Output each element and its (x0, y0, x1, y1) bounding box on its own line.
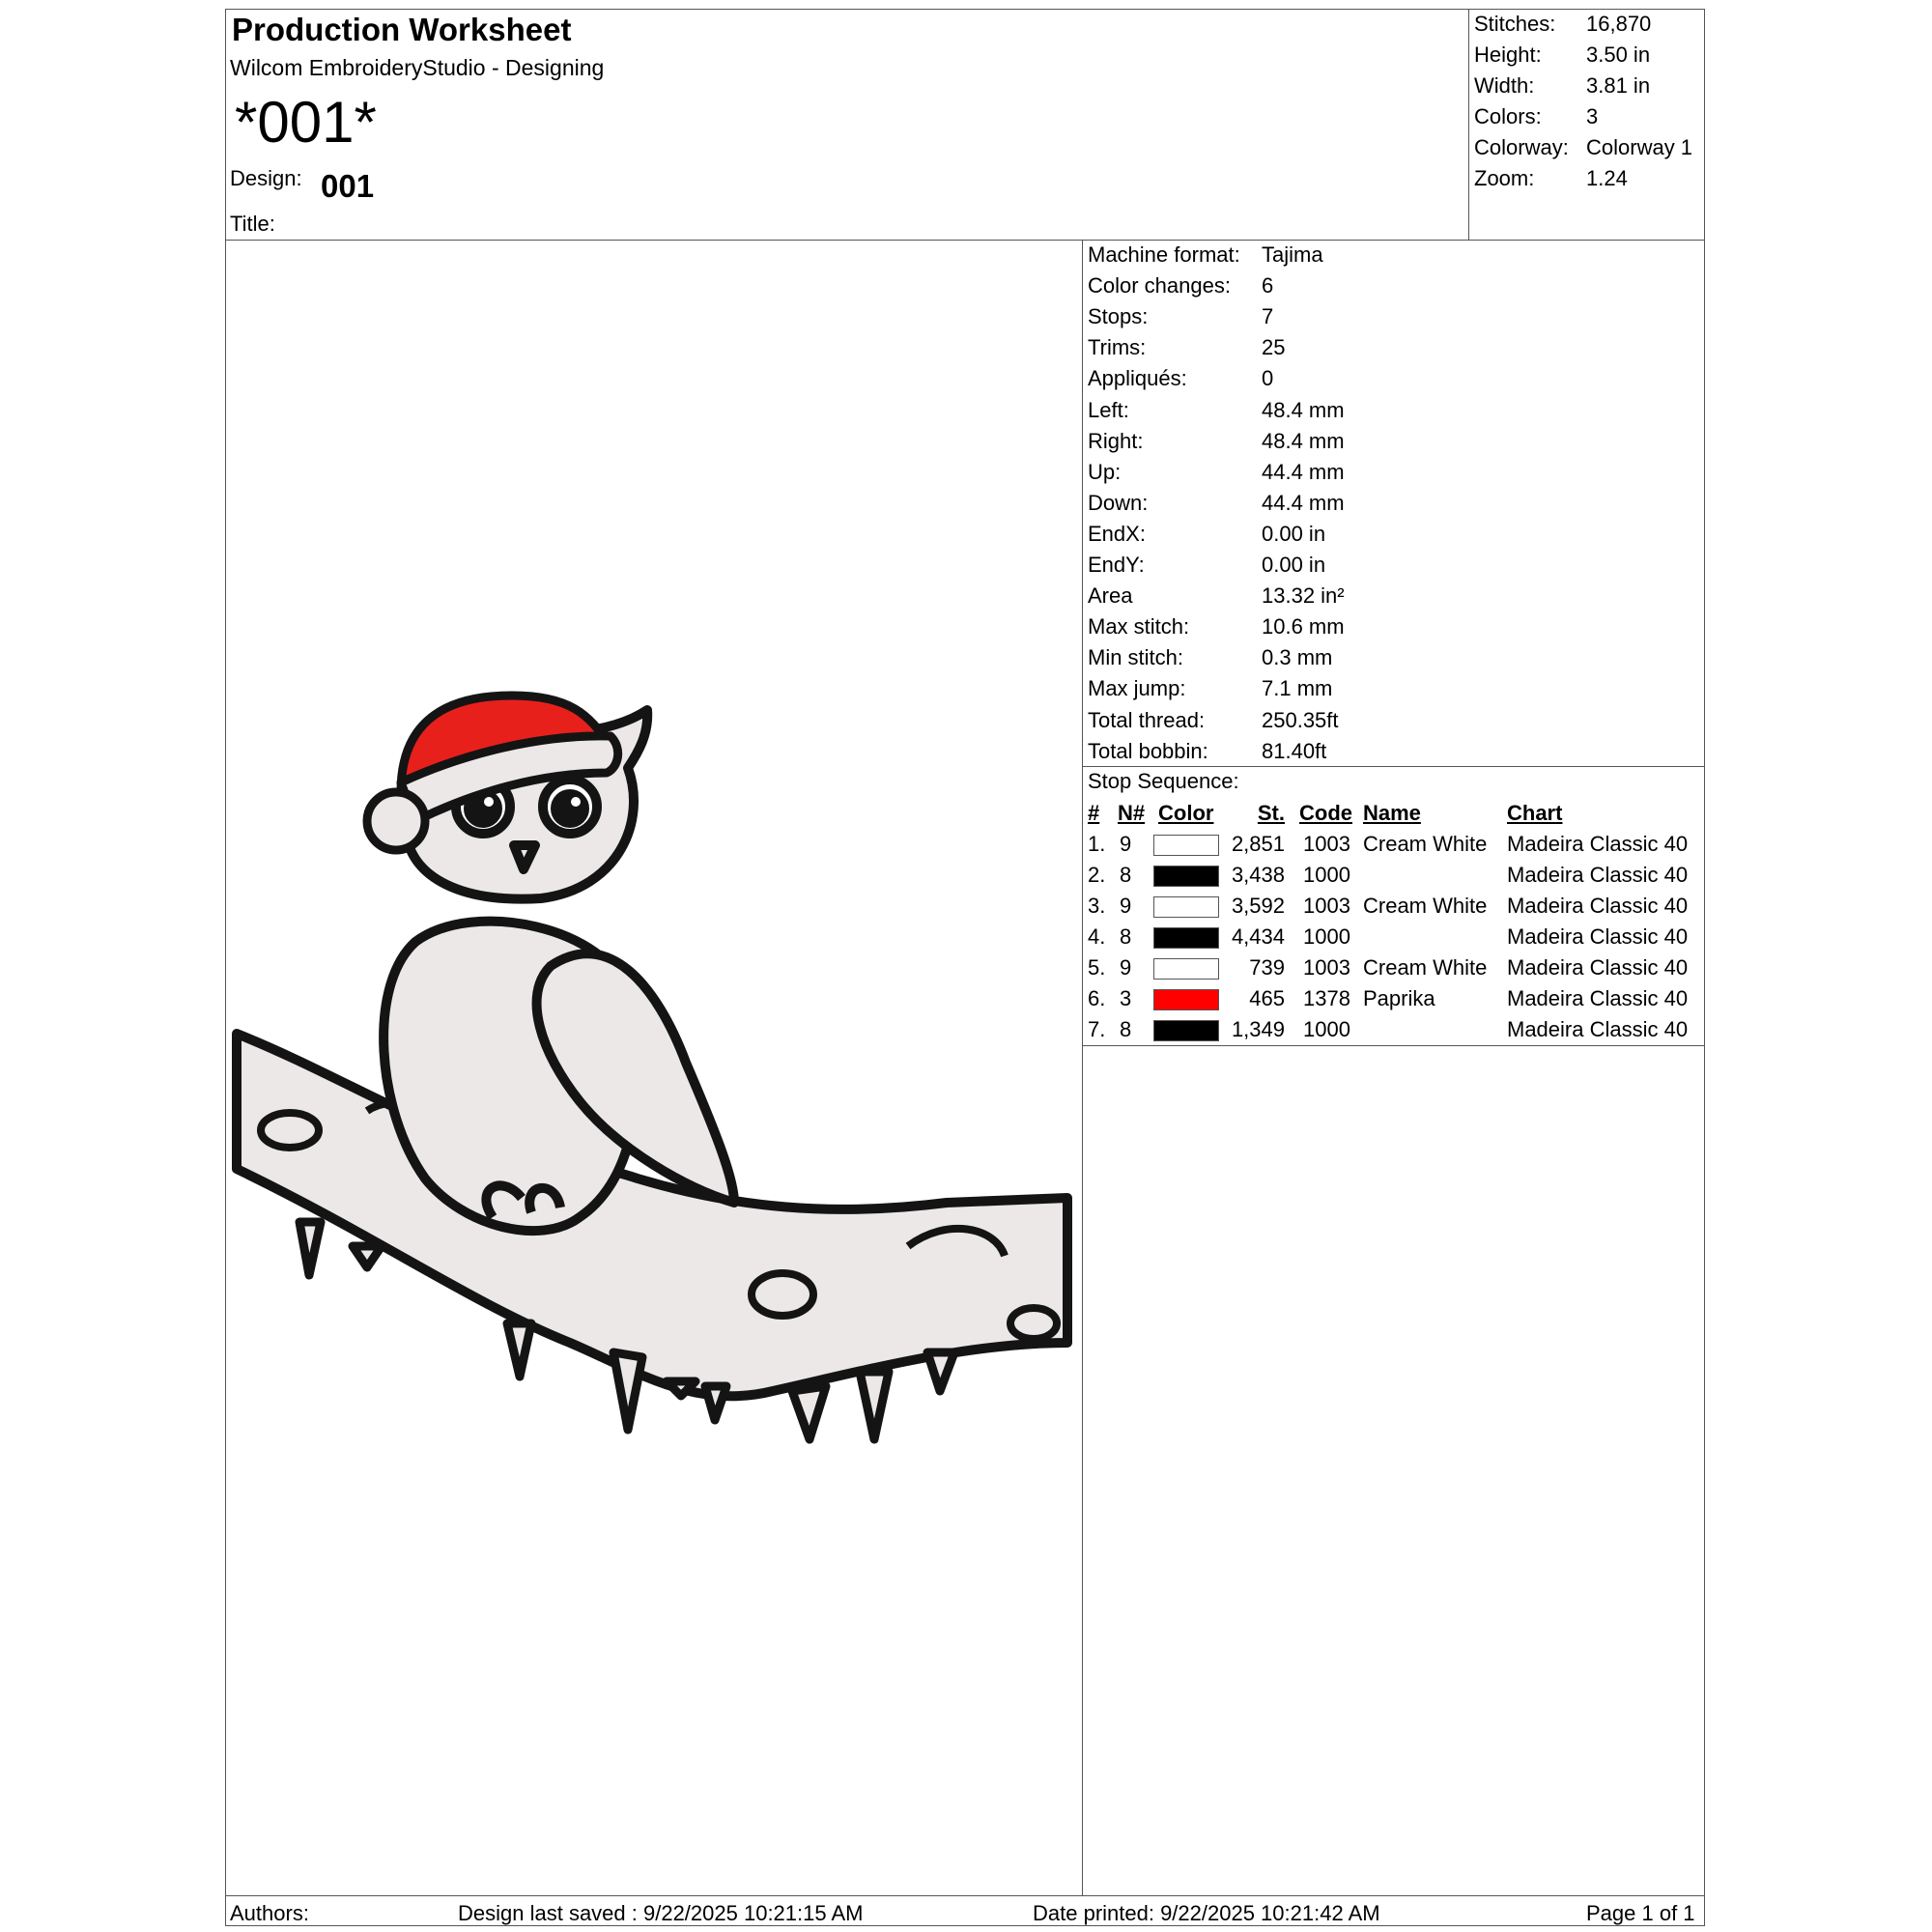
worksheet-title: Production Worksheet (232, 12, 572, 47)
detail-value: 0.00 in (1262, 521, 1326, 546)
thread-code: 1003 (1303, 955, 1350, 980)
detail-value: 25 (1262, 335, 1286, 360)
stop-number: 4. (1088, 924, 1106, 949)
summary-value: 16,870 (1586, 12, 1652, 36)
detail-value: 250.35ft (1262, 707, 1339, 732)
thread-chart: Madeira Classic 40 (1507, 894, 1689, 918)
color-swatch (1153, 989, 1219, 1010)
thread-code: 1000 (1303, 1017, 1350, 1041)
thread-name: Cream White (1363, 894, 1488, 918)
color-swatch (1153, 1020, 1219, 1041)
summary-value: 3.50 in (1586, 43, 1651, 67)
detail-value: 44.4 mm (1262, 459, 1345, 484)
needle-number: 9 (1120, 955, 1132, 980)
thread-chart: Madeira Classic 40 (1507, 863, 1689, 887)
detail-value: 48.4 mm (1262, 428, 1345, 453)
detail-value: 0.00 in (1262, 553, 1326, 577)
detail-label: EndX: (1088, 521, 1146, 546)
details-divider (1082, 766, 1705, 767)
column-header: St. (1257, 801, 1285, 825)
thread-code: 1003 (1303, 894, 1350, 918)
detail-label: Appliqués: (1088, 366, 1187, 391)
page-number: Page 1 of 1 (1586, 1901, 1695, 1925)
stop-number: 5. (1088, 955, 1106, 980)
summary-label: Width: (1474, 73, 1535, 98)
needle-number: 8 (1120, 1017, 1132, 1041)
detail-label: Area (1088, 583, 1133, 609)
authors-label: Authors: (230, 1901, 309, 1925)
thread-name: Cream White (1363, 832, 1488, 856)
stop-number: 7. (1088, 1017, 1106, 1041)
detail-value: 44.4 mm (1262, 490, 1345, 515)
last-saved: Design last saved : 9/22/2025 10:21:15 AM (458, 1901, 864, 1925)
column-header: Chart (1507, 801, 1563, 825)
color-swatch (1153, 896, 1219, 918)
stop-number: 3. (1088, 894, 1106, 918)
date-printed: Date printed: 9/22/2025 10:21:42 AM (1033, 1901, 1380, 1925)
detail-label: Up: (1088, 459, 1122, 484)
thread-code: 1000 (1303, 863, 1350, 887)
stitch-count: 3,438 (1231, 863, 1285, 887)
stitch-count: 465 (1249, 986, 1285, 1010)
stop-number: 2. (1088, 863, 1106, 887)
detail-value: 0.3 mm (1262, 645, 1333, 670)
summary-divider (1468, 9, 1469, 241)
thread-chart: Madeira Classic 40 (1507, 832, 1689, 856)
detail-label: Down: (1088, 490, 1149, 515)
thread-code: 1378 (1303, 986, 1350, 1010)
stop-number: 6. (1088, 986, 1106, 1010)
column-header: # (1088, 801, 1100, 825)
thread-chart: Madeira Classic 40 (1507, 955, 1689, 980)
summary-label: Zoom: (1474, 166, 1535, 190)
detail-value: 81.40ft (1262, 738, 1327, 763)
color-swatch (1153, 866, 1219, 887)
detail-value: 7.1 mm (1262, 676, 1333, 701)
detail-label: Right: (1088, 428, 1144, 453)
column-header: N# (1118, 801, 1146, 825)
stitch-count: 739 (1249, 955, 1285, 980)
thread-code: 1003 (1303, 832, 1350, 856)
body-divider (1082, 240, 1083, 1895)
column-header: Name (1363, 801, 1421, 825)
summary-label: Stitches: (1474, 12, 1556, 36)
summary-value: 1.24 (1586, 166, 1628, 190)
detail-label: Left: (1088, 397, 1129, 422)
detail-label: Stops: (1088, 304, 1149, 329)
thread-name: Cream White (1363, 955, 1488, 980)
color-swatch (1153, 835, 1219, 856)
stitch-count: 2,851 (1231, 832, 1285, 856)
summary-value: 3.81 in (1586, 73, 1651, 98)
detail-label: Min stitch: (1088, 645, 1184, 670)
detail-label: Trims: (1088, 335, 1147, 360)
table-divider (1082, 1045, 1705, 1046)
needle-number: 9 (1120, 894, 1132, 918)
detail-value: Tajima (1262, 242, 1323, 267)
thread-chart: Madeira Classic 40 (1507, 986, 1689, 1010)
design-value: 001 (321, 168, 375, 204)
footer-divider (225, 1895, 1705, 1896)
detail-label: EndY: (1088, 553, 1145, 577)
needle-number: 9 (1120, 832, 1132, 856)
summary-label: Colorway: (1474, 135, 1569, 159)
detail-label: Machine format: (1088, 242, 1240, 267)
summary-value: Colorway 1 (1586, 135, 1693, 159)
detail-value: 0 (1262, 366, 1274, 391)
thread-chart: Madeira Classic 40 (1507, 1017, 1689, 1041)
stitch-count: 3,592 (1231, 894, 1285, 918)
title-label: Title: (230, 212, 275, 236)
thread-chart: Madeira Classic 40 (1507, 924, 1689, 949)
header-divider (225, 240, 1705, 241)
detail-value: 7 (1262, 304, 1274, 329)
needle-number: 8 (1120, 863, 1132, 887)
design-preview (232, 676, 1082, 1468)
barcode-text: *001* (235, 90, 377, 155)
detail-value: 10.6 mm (1262, 614, 1345, 639)
stitch-count: 4,434 (1231, 924, 1285, 949)
summary-label: Height: (1474, 43, 1542, 67)
design-label: Design: (230, 166, 302, 190)
summary-value: 3 (1586, 104, 1599, 128)
detail-label: Total bobbin: (1088, 738, 1208, 763)
detail-value: 6 (1262, 273, 1274, 298)
thread-code: 1000 (1303, 924, 1350, 949)
column-header: Code (1299, 801, 1352, 825)
needle-number: 3 (1120, 986, 1132, 1010)
software-name: Wilcom EmbroideryStudio - Designing (230, 55, 605, 80)
stop-sequence-heading: Stop Sequence: (1088, 769, 1239, 793)
color-swatch (1153, 927, 1219, 949)
detail-value: 48.4 mm (1262, 397, 1345, 422)
thread-name: Paprika (1363, 986, 1435, 1010)
detail-label: Max stitch: (1088, 614, 1190, 639)
detail-label: Max jump: (1088, 676, 1186, 701)
summary-label: Colors: (1474, 104, 1542, 128)
detail-value: 13.32 in² (1262, 583, 1345, 609)
color-swatch (1153, 958, 1219, 980)
needle-number: 8 (1120, 924, 1132, 949)
stitch-count: 1,349 (1231, 1017, 1285, 1041)
detail-label: Color changes: (1088, 273, 1231, 298)
column-header: Color (1158, 801, 1214, 825)
detail-label: Total thread: (1088, 707, 1206, 732)
stop-number: 1. (1088, 832, 1106, 856)
